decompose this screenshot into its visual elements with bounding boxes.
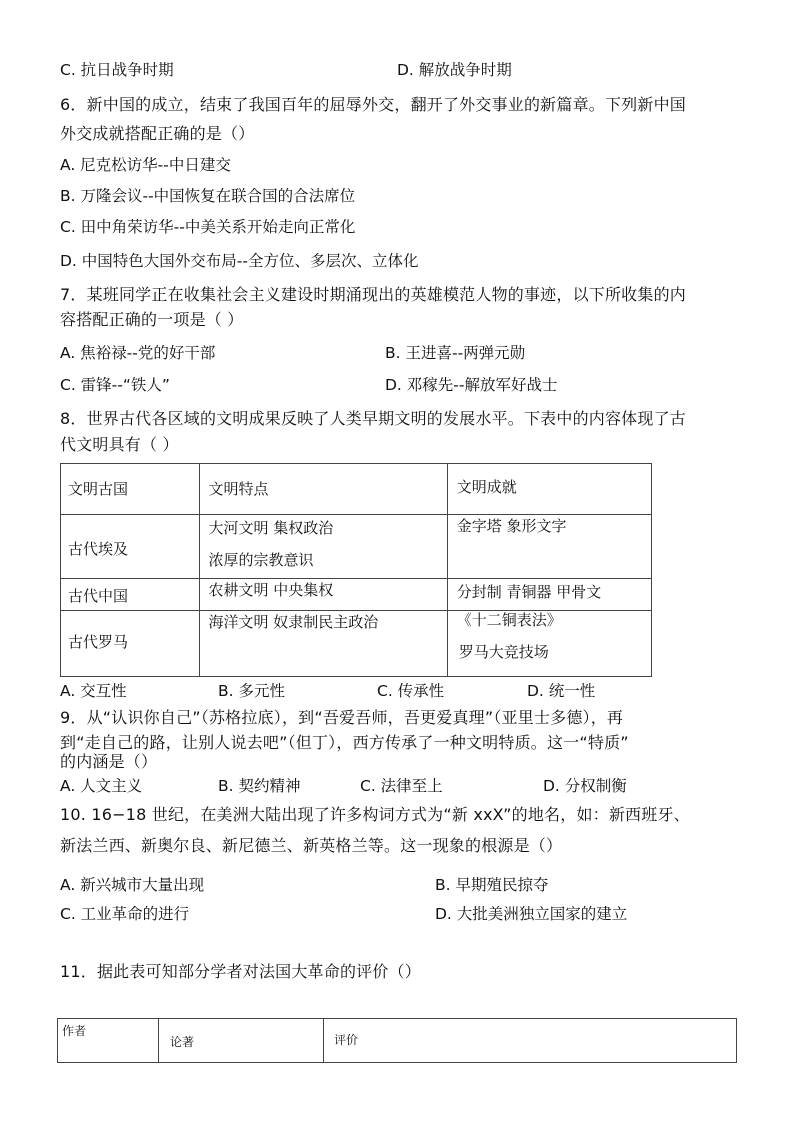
egypt-feature-1: 大河文明 集权政治 bbox=[208, 519, 334, 537]
q9-stem-line2: 到“走自己的路，让别人说去吧”（但丁），西方传承了一种文明特质。这一“特质” bbox=[60, 733, 629, 752]
q7-option-c[interactable]: C. 雷锋--“铁人” bbox=[60, 376, 170, 394]
header-cell-author bbox=[58, 1019, 159, 1063]
china-feature: 农耕文明 中央集权 bbox=[208, 581, 334, 599]
q6-option-a[interactable]: A. 尼克松访华--中日建交 bbox=[60, 156, 231, 174]
q6-option-c[interactable]: C. 田中角荣访华--中美关系开始走向正常化 bbox=[60, 218, 356, 236]
header-cell-feature bbox=[199, 464, 447, 515]
q9-stem-line1: 9．从“认识你自己”（苏格拉底），到“吾爱吾师，吾更爱真理”（亚里士多德），再 bbox=[60, 708, 624, 727]
q7-option-b[interactable]: B. 王进喜--两弹元勋 bbox=[385, 344, 526, 362]
header-author: 作者 bbox=[62, 1024, 87, 1038]
header-work: 论著 bbox=[170, 1035, 195, 1049]
q6-stem-line1: 6．新中国的成立，结束了我国百年的屈辱外交，翻开了外交事业的新篇章。下列新中国 bbox=[60, 95, 686, 114]
egypt-name: 古代埃及 bbox=[68, 540, 129, 558]
q9-option-a[interactable]: A. 人文主义 bbox=[60, 777, 143, 795]
q8-option-c[interactable]: C. 传承性 bbox=[377, 682, 445, 700]
q7-option-a[interactable]: A. 焦裕禄--党的好干部 bbox=[60, 344, 216, 362]
egypt-achievement-cell bbox=[447, 515, 651, 579]
civilization-table bbox=[60, 463, 652, 677]
egypt-feature-2: 浓厚的宗教意识 bbox=[208, 551, 314, 569]
table-header-row bbox=[61, 464, 652, 515]
egypt-achievement: 金字塔 象形文字 bbox=[456, 517, 567, 535]
rome-achievement-2: 罗马大竞技场 bbox=[458, 643, 549, 661]
rome-name: 古代罗马 bbox=[68, 633, 129, 651]
header-evaluation: 评价 bbox=[334, 1033, 359, 1047]
q9-option-d[interactable]: D. 分权制衡 bbox=[543, 777, 627, 795]
q10-option-a[interactable]: A. 新兴城市大量出现 bbox=[60, 876, 205, 894]
header-country: 文明古国 bbox=[68, 480, 129, 498]
q8-option-a[interactable]: A. 交互性 bbox=[60, 682, 127, 700]
header-cell-work bbox=[159, 1019, 324, 1063]
q9-option-c[interactable]: C. 法律至上 bbox=[360, 777, 443, 795]
q10-option-b[interactable]: B. 早期殖民掠夺 bbox=[435, 876, 549, 894]
header-cell-achievement bbox=[447, 464, 651, 515]
q8-stem-line1: 8．世界古代各区域的文明成果反映了人类早期文明的发展水平。下表中的内容体现了古 bbox=[60, 409, 686, 428]
china-achievement-cell bbox=[447, 579, 651, 611]
q8-option-d[interactable]: D. 统一性 bbox=[527, 682, 596, 700]
q6-stem-line2: 外交成就搭配正确的是（） bbox=[60, 124, 255, 143]
q11-stem: 11．据此表可知部分学者对法国大革命的评价（） bbox=[60, 962, 421, 981]
q5-option-d[interactable]: D. 解放战争时期 bbox=[397, 61, 512, 79]
table-row bbox=[61, 611, 652, 677]
rome-achievement-1: 《十二铜表法》 bbox=[456, 611, 562, 629]
q6-option-d[interactable]: D. 中国特色大国外交布局--全方位、多层次、立体化 bbox=[60, 252, 419, 270]
table-row bbox=[61, 515, 652, 579]
q10-stem-line1: 10. 16−18 世纪，在美洲大陆出现了许多构词方式为“新 xxX”的地名，如：新西班牙、 bbox=[60, 805, 690, 824]
q7-option-d[interactable]: D. 邓稼先--解放军好战士 bbox=[385, 376, 558, 394]
egypt-feature-cell bbox=[199, 515, 447, 579]
china-name-cell bbox=[61, 579, 200, 611]
q10-option-c[interactable]: C. 工业革命的进行 bbox=[60, 905, 190, 923]
q9-stem-line3: 的内涵是（） bbox=[60, 752, 158, 771]
china-name: 古代中国 bbox=[68, 587, 129, 605]
table-row bbox=[61, 579, 652, 611]
header-cell-country bbox=[61, 464, 200, 515]
rome-feature-cell bbox=[199, 611, 447, 677]
q5-option-c[interactable]: C. 抗日战争时期 bbox=[60, 61, 174, 79]
rome-name-cell bbox=[61, 611, 200, 677]
q6-option-b[interactable]: B. 万隆会议--中国恢复在联合国的合法席位 bbox=[60, 187, 356, 205]
rome-feature: 海洋文明 奴隶制民主政治 bbox=[208, 613, 379, 631]
q10-stem-line2: 新法兰西、新奥尔良、新尼德兰、新英格兰等。这一现象的根源是（） bbox=[60, 836, 563, 855]
china-achievement: 分封制 青铜器 甲骨文 bbox=[456, 583, 602, 601]
q8-stem-line2: 代文明具有（ ） bbox=[60, 435, 179, 454]
china-feature-cell bbox=[199, 579, 447, 611]
header-feature: 文明特点 bbox=[208, 480, 269, 498]
header-achievement: 文明成就 bbox=[456, 478, 517, 496]
q7-stem-line2: 容搭配正确的一项是（ ） bbox=[60, 310, 244, 329]
table-header-row bbox=[58, 1019, 737, 1063]
egypt-name-cell bbox=[61, 515, 200, 579]
rome-achievement-cell bbox=[447, 611, 651, 677]
revolution-table bbox=[57, 1018, 737, 1063]
q10-option-d[interactable]: D. 大批美洲独立国家的建立 bbox=[435, 905, 628, 923]
q9-option-b[interactable]: B. 契约精神 bbox=[218, 777, 301, 795]
header-cell-evaluation bbox=[324, 1019, 737, 1063]
q7-stem-line1: 7．某班同学正在收集社会主义建设时期涌现出的英雄模范人物的事迹，以下所收集的内 bbox=[60, 285, 686, 304]
q8-option-b[interactable]: B. 多元性 bbox=[218, 682, 285, 700]
